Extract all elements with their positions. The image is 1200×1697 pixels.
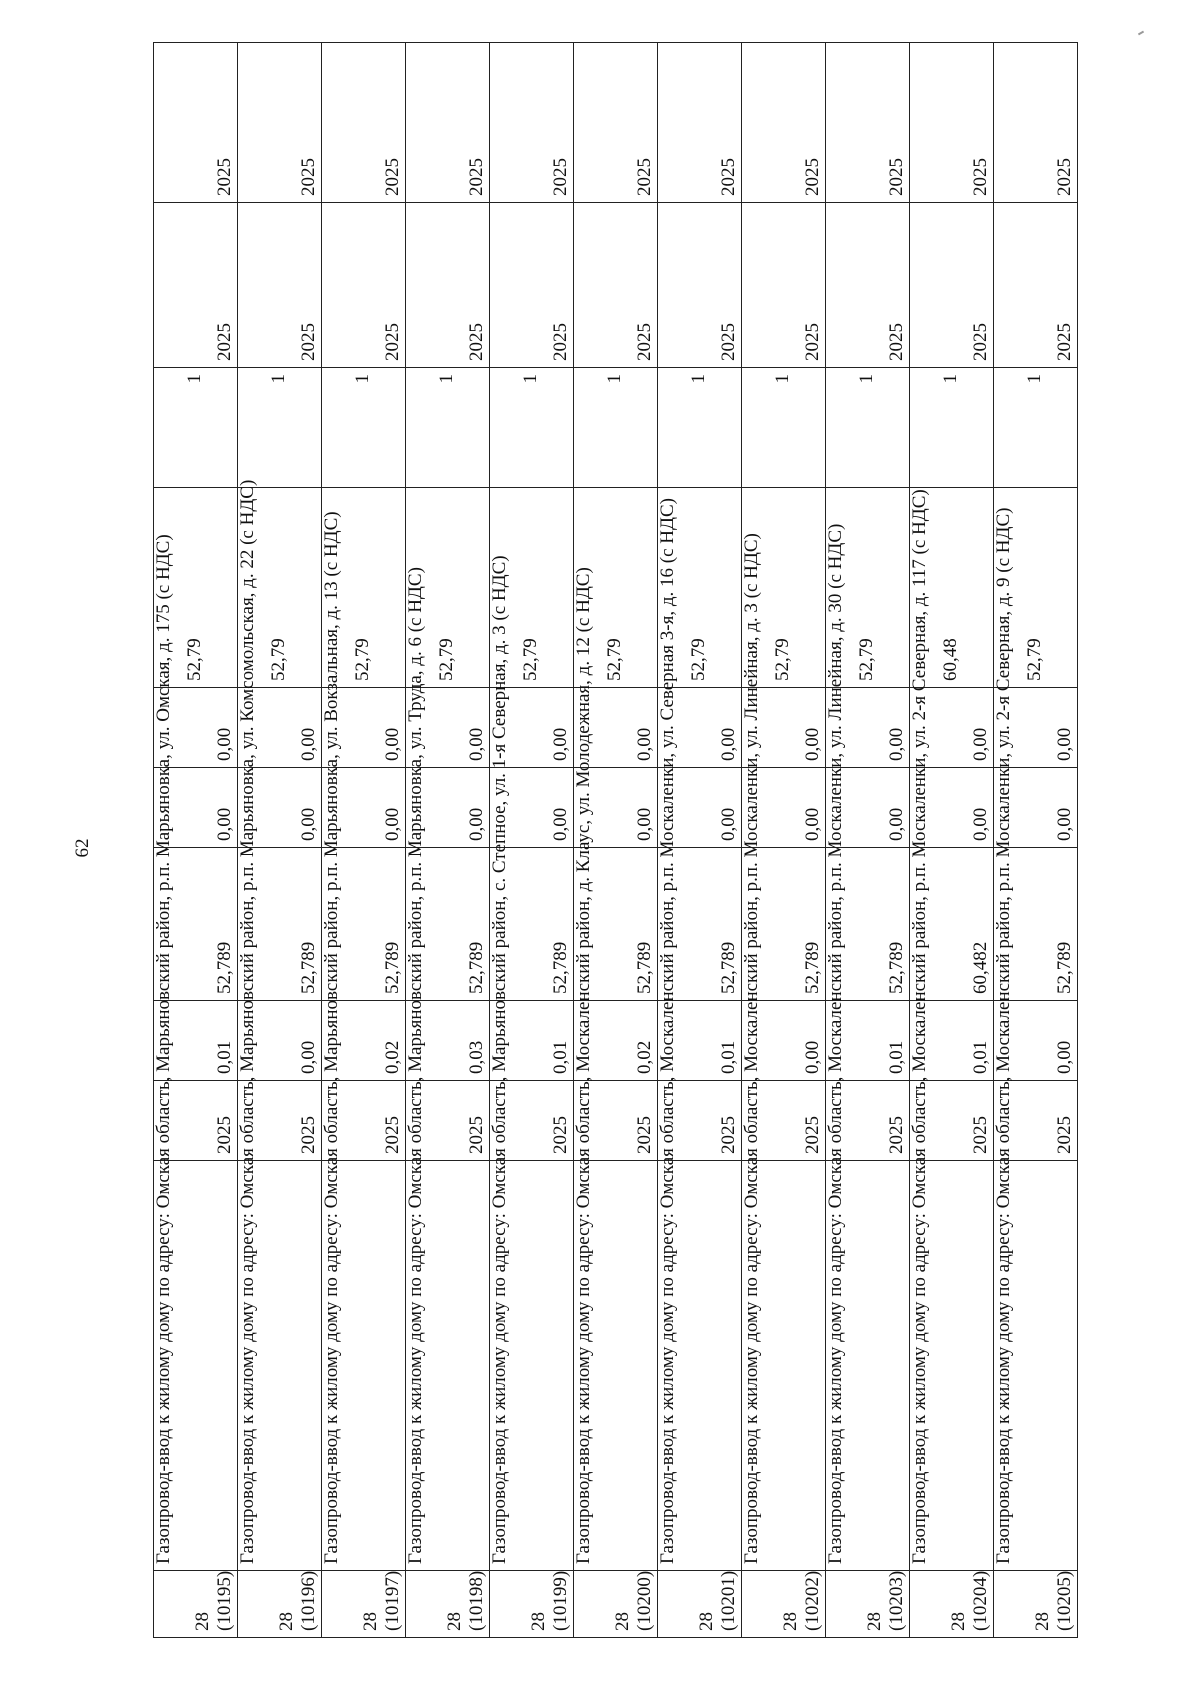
value-cell-zero-2: 0,00: [994, 688, 1078, 768]
year-cell: 2025: [490, 1081, 574, 1161]
row-number: 28: [360, 1612, 382, 1631]
row-id: (10205): [1053, 1570, 1075, 1631]
total-cell: 52,79: [658, 488, 742, 688]
row-id: (10201): [717, 1570, 739, 1631]
value-cell-zero-2: 0,00: [658, 688, 742, 768]
total-cell: 52,79: [406, 488, 490, 688]
year-cell: 2025: [910, 1081, 994, 1161]
table-region: [153, 43, 1078, 1638]
row-id: (10198): [465, 1570, 487, 1631]
value-cell-b: 0,00: [742, 1001, 826, 1081]
object-description: Газопровод-ввод к жилому дому по адресу: Омская область, Марьяновский район, р.п. Марьяновка, ул. Вокзальная, д. 13 (с НДС): [322, 1161, 406, 1571]
table-row: [490, 43, 574, 1638]
total-cell: 52,79: [574, 488, 658, 688]
total-cell: 52,79: [994, 488, 1078, 688]
row-number-cell: [658, 1571, 742, 1638]
table-row: [658, 43, 742, 1638]
count-cell: 1: [154, 368, 238, 488]
table-row: [238, 43, 322, 1638]
year-cell: 2025: [742, 1081, 826, 1161]
start-year-cell: 2025: [826, 203, 910, 368]
value-cell-v: 52,789: [826, 848, 910, 1001]
end-year-cell: 2025: [238, 43, 322, 203]
value-cell-b: 0,01: [490, 1001, 574, 1081]
year-cell: 2025: [994, 1081, 1078, 1161]
value-cell-b: 0,00: [994, 1001, 1078, 1081]
row-id: (10197): [381, 1570, 403, 1631]
end-year-cell: 2025: [910, 43, 994, 203]
value-cell-v: 52,789: [742, 848, 826, 1001]
end-year-cell: 2025: [742, 43, 826, 203]
count-cell: 1: [658, 368, 742, 488]
end-year-cell: 2025: [490, 43, 574, 203]
table-row: [574, 43, 658, 1638]
value-cell-zero-1: 0,00: [406, 768, 490, 848]
investment-table: [153, 42, 1078, 1638]
value-cell-b: 0,01: [658, 1001, 742, 1081]
count-cell: 1: [406, 368, 490, 488]
row-number: 28: [780, 1612, 802, 1631]
value-cell-b: 0,01: [154, 1001, 238, 1081]
value-cell-zero-2: 0,00: [574, 688, 658, 768]
total-cell: 60,48: [910, 488, 994, 688]
count-cell: 1: [238, 368, 322, 488]
table-row: [154, 43, 238, 1638]
value-cell-v: 52,789: [322, 848, 406, 1001]
start-year-cell: 2025: [490, 203, 574, 368]
object-description: Газопровод-ввод к жилому дому по адресу: Омская область, Москаленский район, р.п. Москаленки, ул. Линейная, д. 3 (с НДС): [742, 1161, 826, 1571]
value-cell-zero-2: 0,00: [742, 688, 826, 768]
row-number-cell: [994, 1571, 1078, 1638]
total-cell: 52,79: [826, 488, 910, 688]
value-cell-zero-2: 0,00: [322, 688, 406, 768]
start-year-cell: 2025: [322, 203, 406, 368]
value-cell-zero-2: 0,00: [406, 688, 490, 768]
object-description: Газопровод-ввод к жилому дому по адресу: Омская область, Москаленский район, р.п. Москаленки, ул. Линейная, д. 30 (с НДС): [826, 1161, 910, 1571]
end-year-cell: 2025: [574, 43, 658, 203]
row-number-cell: [826, 1571, 910, 1638]
end-year-cell: 2025: [322, 43, 406, 203]
row-number: 28: [192, 1612, 214, 1631]
value-cell-b: 0,01: [910, 1001, 994, 1081]
row-id: (10195): [213, 1570, 235, 1631]
scan-speck: [1138, 31, 1144, 36]
value-cell-b: 0,03: [406, 1001, 490, 1081]
count-cell: 1: [742, 368, 826, 488]
table-row: [742, 43, 826, 1638]
row-number-cell: [322, 1571, 406, 1638]
start-year-cell: 2025: [574, 203, 658, 368]
value-cell-zero-1: 0,00: [322, 768, 406, 848]
start-year-cell: 2025: [910, 203, 994, 368]
row-number: 28: [528, 1612, 550, 1631]
object-description: Газопровод-ввод к жилому дому по адресу: Омская область, Москаленский район, р.п. Москаленки, ул. 2-я Северная, д. 9 (с НДС): [994, 1161, 1078, 1571]
value-cell-zero-1: 0,00: [490, 768, 574, 848]
total-cell: 52,79: [154, 488, 238, 688]
row-number-cell: [490, 1571, 574, 1638]
value-cell-v: 60,482: [910, 848, 994, 1001]
end-year-cell: 2025: [658, 43, 742, 203]
value-cell-v: 52,789: [658, 848, 742, 1001]
table-row: [994, 43, 1078, 1638]
table-row: [826, 43, 910, 1638]
count-cell: 1: [490, 368, 574, 488]
row-number-cell: [154, 1571, 238, 1638]
value-cell-zero-1: 0,00: [742, 768, 826, 848]
table-body: [154, 43, 1078, 1638]
row-number: 28: [1032, 1612, 1054, 1631]
count-cell: 1: [994, 368, 1078, 488]
row-number: 28: [696, 1612, 718, 1631]
row-number: 28: [948, 1612, 970, 1631]
value-cell-b: 0,02: [574, 1001, 658, 1081]
value-cell-zero-2: 0,00: [490, 688, 574, 768]
value-cell-zero-1: 0,00: [154, 768, 238, 848]
value-cell-zero-2: 0,00: [238, 688, 322, 768]
value-cell-zero-1: 0,00: [574, 768, 658, 848]
value-cell-b: 0,02: [322, 1001, 406, 1081]
row-number: 28: [612, 1612, 634, 1631]
start-year-cell: 2025: [742, 203, 826, 368]
value-cell-zero-1: 0,00: [826, 768, 910, 848]
end-year-cell: 2025: [826, 43, 910, 203]
end-year-cell: 2025: [154, 43, 238, 203]
value-cell-zero-1: 0,00: [994, 768, 1078, 848]
object-description: Газопровод-ввод к жилому дому по адресу: Омская область, Марьяновский район, р.п. Марьяновка, ул. Омская, д. 175 (с НДС): [154, 1161, 238, 1571]
row-number-cell: [742, 1571, 826, 1638]
row-number-cell: [910, 1571, 994, 1638]
value-cell-b: 0,00: [238, 1001, 322, 1081]
value-cell-v: 52,789: [574, 848, 658, 1001]
start-year-cell: 2025: [238, 203, 322, 368]
object-description: Газопровод-ввод к жилому дому по адресу: Омская область, Москаленский район, р.п. Москаленки, ул. Северная 3-я, д. 16 (с НДС): [658, 1161, 742, 1571]
row-number-cell: [406, 1571, 490, 1638]
value-cell-v: 52,789: [154, 848, 238, 1001]
count-cell: 1: [826, 368, 910, 488]
year-cell: 2025: [154, 1081, 238, 1161]
count-cell: 1: [910, 368, 994, 488]
value-cell-zero-1: 0,00: [658, 768, 742, 848]
row-id: (10200): [633, 1570, 655, 1631]
value-cell-v: 52,789: [994, 848, 1078, 1001]
value-cell-v: 52,789: [490, 848, 574, 1001]
row-number: 28: [864, 1612, 886, 1631]
start-year-cell: 2025: [994, 203, 1078, 368]
value-cell-b: 0,01: [826, 1001, 910, 1081]
year-cell: 2025: [406, 1081, 490, 1161]
row-id: (10202): [801, 1570, 823, 1631]
value-cell-zero-2: 0,00: [910, 688, 994, 768]
total-cell: 52,79: [322, 488, 406, 688]
row-number-cell: [238, 1571, 322, 1638]
object-description: Газопровод-ввод к жилому дому по адресу: Омская область, Москаленский район, р.п. Москаленки, ул. 2-я Северная, д. 117 (с НДС): [910, 1161, 994, 1571]
value-cell-v: 52,789: [238, 848, 322, 1001]
year-cell: 2025: [238, 1081, 322, 1161]
row-id: (10199): [549, 1570, 571, 1631]
year-cell: 2025: [322, 1081, 406, 1161]
value-cell-zero-2: 0,00: [826, 688, 910, 768]
start-year-cell: 2025: [406, 203, 490, 368]
table-row: [910, 43, 994, 1638]
value-cell-v: 52,789: [406, 848, 490, 1001]
object-description: Газопровод-ввод к жилому дому по адресу: Омская область, Марьяновский район, с. Степное, ул. 1-я Северная, д. 3 (с НДС): [490, 1161, 574, 1571]
year-cell: 2025: [574, 1081, 658, 1161]
total-cell: 52,79: [490, 488, 574, 688]
end-year-cell: 2025: [406, 43, 490, 203]
rotated-table-wrapper: [153, 43, 1078, 1638]
count-cell: 1: [322, 368, 406, 488]
table-row: [322, 43, 406, 1638]
row-id: (10196): [297, 1570, 319, 1631]
object-description: Газопровод-ввод к жилому дому по адресу: Омская область, Марьяновский район, р.п. Марьяновка, ул. Комсомольская, д. 22 (с НДС): [238, 1161, 322, 1571]
end-year-cell: 2025: [994, 43, 1078, 203]
table-row: [406, 43, 490, 1638]
year-cell: 2025: [658, 1081, 742, 1161]
count-cell: 1: [574, 368, 658, 488]
row-number-cell: [574, 1571, 658, 1638]
year-cell: 2025: [826, 1081, 910, 1161]
start-year-cell: 2025: [658, 203, 742, 368]
object-description: Газопровод-ввод к жилому дому по адресу: Омская область, Марьяновский район, р.п. Марьяновка, ул. Труда, д. 6 (с НДС): [406, 1161, 490, 1571]
value-cell-zero-1: 0,00: [238, 768, 322, 848]
row-number: 28: [276, 1612, 298, 1631]
start-year-cell: 2025: [154, 203, 238, 368]
total-cell: 52,79: [742, 488, 826, 688]
row-id: (10204): [969, 1570, 991, 1631]
row-number: 28: [444, 1612, 466, 1631]
total-cell: 52,79: [238, 488, 322, 688]
row-id: (10203): [885, 1570, 907, 1631]
value-cell-zero-1: 0,00: [910, 768, 994, 848]
page-number: 62: [72, 838, 93, 858]
value-cell-zero-2: 0,00: [154, 688, 238, 768]
object-description: Газопровод-ввод к жилому дому по адресу: Омская область, Москаленский район, д. Клаус, ул. Молодежная, д. 12 (с НДС): [574, 1161, 658, 1571]
